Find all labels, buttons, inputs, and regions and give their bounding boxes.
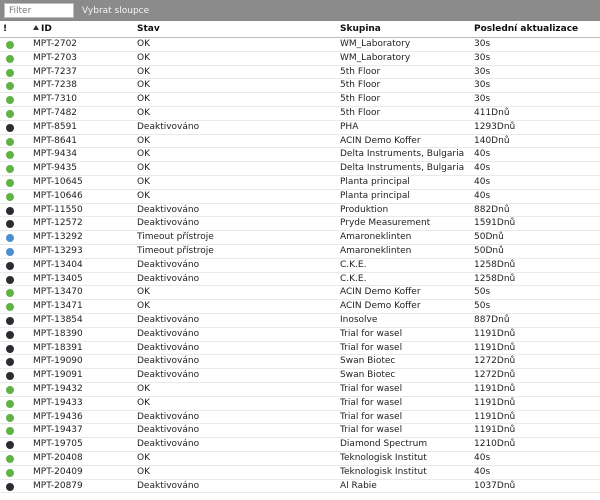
device-state: OK — [137, 163, 150, 174]
device-group: C.K.E. — [340, 259, 367, 270]
status-dot-icon — [6, 469, 14, 477]
status-dot-icon — [6, 358, 14, 366]
table-row[interactable] — [0, 38, 600, 52]
device-state: OK — [137, 80, 150, 91]
device-state: OK — [137, 452, 150, 463]
status-dot-icon — [6, 193, 14, 201]
device-state: OK — [137, 94, 150, 105]
device-group: Amaroneklinten — [340, 245, 412, 256]
device-id: MPT-13293 — [33, 245, 83, 256]
device-state: Deaktivováno — [137, 356, 200, 367]
device-id: MPT-8591 — [33, 121, 78, 132]
last-update: 1191Dnů — [474, 342, 516, 353]
sort-ascending-icon — [33, 25, 39, 30]
status-dot-icon — [6, 345, 14, 353]
status-dot-icon — [6, 400, 14, 408]
device-state: Timeout přístroje — [137, 245, 214, 256]
table-row[interactable] — [0, 93, 600, 107]
device-state: Deaktivováno — [137, 425, 200, 436]
device-id: MPT-13854 — [33, 314, 83, 325]
last-update: 50s — [474, 287, 491, 298]
device-id: MPT-20879 — [33, 480, 83, 491]
table-row[interactable] — [0, 52, 600, 66]
last-update: 40s — [474, 149, 491, 160]
device-group: Trial for wasel — [340, 383, 403, 394]
column-header-posledni-aktualizace[interactable]: Poslední aktualizace — [474, 24, 579, 34]
device-id: MPT-7482 — [33, 107, 78, 118]
last-update: 50Dnů — [474, 232, 504, 243]
device-group: Produktion — [340, 204, 389, 215]
status-dot-icon — [6, 441, 14, 449]
device-group: WM_Laboratory — [340, 39, 411, 49]
table-row[interactable] — [0, 424, 600, 438]
device-state: Deaktivováno — [137, 259, 200, 270]
table-row[interactable] — [0, 480, 600, 494]
status-dot-icon — [6, 248, 14, 256]
device-id: MPT-18390 — [33, 328, 83, 339]
device-state: Deaktivováno — [137, 328, 200, 339]
device-group: Amaroneklinten — [340, 232, 412, 243]
last-update: 1191Dnů — [474, 328, 516, 339]
last-update: 1191Dnů — [474, 397, 516, 408]
last-update: 1272Dnů — [474, 370, 516, 381]
table-header — [0, 21, 600, 38]
status-dot-icon — [6, 386, 14, 394]
device-id: MPT-11550 — [33, 204, 83, 215]
last-update: 40s — [474, 163, 491, 174]
last-update: 40s — [474, 176, 491, 187]
last-update: 1191Dnů — [474, 425, 516, 436]
last-update: 140Dnů — [474, 135, 510, 146]
device-table — [0, 38, 600, 493]
last-update: 30s — [474, 80, 491, 91]
device-id: MPT-10646 — [33, 190, 83, 201]
status-dot-icon — [6, 483, 14, 491]
device-state: OK — [137, 301, 150, 312]
select-columns-button[interactable]: Vybrat sloupce — [82, 5, 150, 16]
status-dot-icon — [6, 151, 14, 159]
table-row[interactable] — [0, 383, 600, 397]
table-row[interactable] — [0, 148, 600, 162]
table-row[interactable] — [0, 397, 600, 411]
last-update: 40s — [474, 190, 491, 201]
column-header-id[interactable] — [33, 21, 52, 37]
status-dot-icon — [6, 96, 14, 104]
table-row[interactable] — [0, 300, 600, 314]
device-group: 5th Floor — [340, 66, 381, 77]
device-id: MPT-7310 — [33, 94, 78, 105]
status-dot-icon — [6, 138, 14, 146]
device-group: Diamond Spectrum — [340, 439, 428, 450]
device-id: MPT-13470 — [33, 287, 83, 298]
device-id: MPT-19091 — [33, 370, 83, 381]
table-row[interactable] — [0, 342, 600, 356]
last-update: 30s — [474, 52, 491, 63]
device-id: MPT-13471 — [33, 301, 83, 312]
device-group: Trial for wasel — [340, 328, 403, 339]
device-state: Deaktivováno — [137, 480, 200, 491]
table-row[interactable] — [0, 411, 600, 425]
table-row[interactable] — [0, 355, 600, 369]
status-dot-icon — [6, 207, 14, 215]
device-state: Deaktivováno — [137, 314, 200, 325]
table-row[interactable] — [0, 273, 600, 287]
column-header-stav[interactable]: Stav — [137, 24, 160, 34]
device-group: Pryde Measurement — [340, 218, 431, 229]
device-group: Trial for wasel — [340, 397, 403, 408]
table-row[interactable] — [0, 314, 600, 328]
table-row[interactable] — [0, 438, 600, 452]
last-update: 1272Dnů — [474, 356, 516, 367]
last-update: 1293Dnů — [474, 121, 516, 132]
device-group: WM_Laboratory — [340, 52, 411, 63]
status-dot-icon — [6, 427, 14, 435]
device-state: Deaktivováno — [137, 342, 200, 353]
device-group: 5th Floor — [340, 94, 381, 105]
table-row[interactable] — [0, 217, 600, 231]
last-update: 30s — [474, 39, 491, 49]
device-group: PHA — [340, 121, 359, 132]
status-dot-icon — [6, 414, 14, 422]
device-state: Deaktivováno — [137, 273, 200, 284]
device-group: Planta principal — [340, 190, 410, 201]
device-group: ACIN Demo Koffer — [340, 301, 421, 312]
device-state: Deaktivováno — [137, 439, 200, 450]
toolbar — [0, 0, 600, 21]
table-row[interactable] — [0, 231, 600, 245]
device-id: MPT-19433 — [33, 397, 83, 408]
last-update: 30s — [474, 66, 491, 77]
device-id: MPT-20408 — [33, 452, 83, 463]
table-row[interactable] — [0, 369, 600, 383]
device-group: 5th Floor — [340, 80, 381, 91]
device-group: Delta Instruments, Bulgaria — [340, 149, 465, 160]
device-id: MPT-9435 — [33, 163, 78, 174]
table-row[interactable] — [0, 328, 600, 342]
device-id: MPT-2702 — [33, 39, 78, 49]
table-row[interactable] — [0, 452, 600, 466]
device-id: MPT-10645 — [33, 176, 83, 187]
device-id: MPT-19432 — [33, 383, 83, 394]
status-dot-icon — [6, 331, 14, 339]
device-group: Trial for wasel — [340, 425, 403, 436]
status-dot-icon — [6, 220, 14, 228]
status-dot-icon — [6, 317, 14, 325]
device-group: Teknologisk Institut — [340, 452, 427, 463]
device-group: ACIN Demo Koffer — [340, 287, 421, 298]
last-update: 1591Dnů — [474, 218, 516, 229]
status-dot-icon — [6, 41, 14, 49]
device-state: OK — [137, 287, 150, 298]
table-row[interactable] — [0, 176, 600, 190]
last-update: 50Dnů — [474, 245, 504, 256]
device-id: MPT-19437 — [33, 425, 83, 436]
device-id: MPT-2703 — [33, 52, 78, 63]
last-update: 1258Dnů — [474, 273, 516, 284]
device-group: C.K.E. — [340, 273, 367, 284]
device-state: Deaktivováno — [137, 370, 200, 381]
status-dot-icon — [6, 289, 14, 297]
device-group: Trial for wasel — [340, 342, 403, 353]
device-state: Timeout přístroje — [137, 232, 214, 243]
status-dot-icon — [6, 69, 14, 77]
last-update: 40s — [474, 452, 491, 463]
device-state: Deaktivováno — [137, 204, 200, 215]
device-group: Swan Biotec — [340, 356, 396, 367]
device-id: MPT-13404 — [33, 259, 83, 270]
status-dot-icon — [6, 276, 14, 284]
device-group: Trial for wasel — [340, 411, 403, 422]
device-group: Inosolve — [340, 314, 378, 325]
status-dot-icon — [6, 82, 14, 90]
status-dot-icon — [6, 234, 14, 242]
status-dot-icon — [6, 179, 14, 187]
status-dot-icon — [6, 262, 14, 270]
device-state: OK — [137, 383, 150, 394]
device-id: MPT-13292 — [33, 232, 83, 243]
device-id: MPT-18391 — [33, 342, 83, 353]
table-row[interactable] — [0, 286, 600, 300]
column-header-status[interactable]: ! — [3, 24, 8, 34]
status-dot-icon — [6, 55, 14, 63]
device-id: MPT-19090 — [33, 356, 83, 367]
device-state: OK — [137, 466, 150, 477]
table-row[interactable] — [0, 190, 600, 204]
device-state: Deaktivováno — [137, 218, 200, 229]
device-state: OK — [137, 135, 150, 146]
table-row[interactable] — [0, 245, 600, 259]
device-state: OK — [137, 397, 150, 408]
table-row[interactable] — [0, 162, 600, 176]
device-state: OK — [137, 149, 150, 160]
device-id: MPT-19705 — [33, 439, 83, 450]
device-group: Al Rabie — [340, 480, 377, 491]
device-id: MPT-13405 — [33, 273, 83, 284]
table-row[interactable] — [0, 107, 600, 121]
last-update: 30s — [474, 94, 491, 105]
device-state: OK — [137, 66, 150, 77]
device-id: MPT-20409 — [33, 466, 83, 477]
device-id: MPT-19436 — [33, 411, 83, 422]
last-update: 50s — [474, 301, 491, 312]
device-state: OK — [137, 176, 150, 187]
last-update: 1258Dnů — [474, 259, 516, 270]
device-group: ACIN Demo Koffer — [340, 135, 421, 146]
status-dot-icon — [6, 455, 14, 463]
table-row[interactable] — [0, 259, 600, 273]
status-dot-icon — [6, 110, 14, 118]
device-group: 5th Floor — [340, 107, 381, 118]
last-update: 1037Dnů — [474, 480, 516, 491]
last-update: 1191Dnů — [474, 411, 516, 422]
device-id: MPT-8641 — [33, 135, 78, 146]
device-group: Planta principal — [340, 176, 410, 187]
column-header-skupina[interactable]: Skupina — [340, 24, 381, 34]
last-update: 1191Dnů — [474, 383, 516, 394]
device-group: Teknologisk Institut — [340, 466, 427, 477]
device-id: MPT-12572 — [33, 218, 83, 229]
table-row[interactable] — [0, 79, 600, 93]
device-id: MPT-7237 — [33, 66, 78, 77]
last-update: 1210Dnů — [474, 439, 516, 450]
filter-input[interactable] — [4, 3, 74, 18]
device-group: Swan Biotec — [340, 370, 396, 381]
device-group: Delta Instruments, Bulgaria — [340, 163, 465, 174]
device-state: Deaktivováno — [137, 411, 200, 422]
device-id: MPT-9434 — [33, 149, 78, 160]
device-state: OK — [137, 107, 150, 118]
table-row[interactable] — [0, 466, 600, 480]
device-state: OK — [137, 39, 150, 49]
status-dot-icon — [6, 372, 14, 380]
table-row[interactable] — [0, 204, 600, 218]
device-state: Deaktivováno — [137, 121, 200, 132]
status-dot-icon — [6, 165, 14, 173]
table-row[interactable] — [0, 66, 600, 80]
last-update: 887Dnů — [474, 314, 510, 325]
device-state: OK — [137, 190, 150, 201]
column-header-id-label: ID — [41, 24, 52, 34]
last-update: 882Dnů — [474, 204, 510, 215]
status-dot-icon — [6, 124, 14, 132]
last-update: 40s — [474, 466, 491, 477]
device-state: OK — [137, 52, 150, 63]
status-dot-icon — [6, 303, 14, 311]
device-id: MPT-7238 — [33, 80, 78, 91]
table-row[interactable] — [0, 121, 600, 135]
last-update: 411Dnů — [474, 107, 510, 118]
table-row[interactable] — [0, 135, 600, 149]
